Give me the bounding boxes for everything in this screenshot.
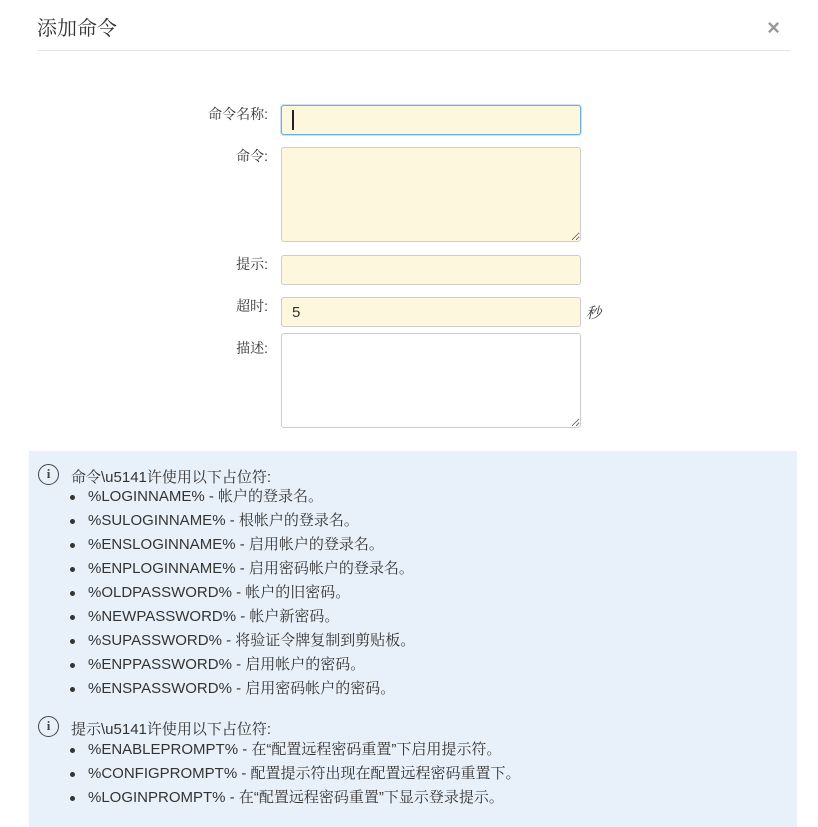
prompt-input[interactable] bbox=[281, 255, 581, 285]
text-caret bbox=[292, 110, 294, 130]
list-item: %SUPASSWORD% - 将验证令牌复制到剪贴板。 bbox=[70, 629, 415, 653]
timeout-input[interactable] bbox=[281, 297, 581, 327]
description-textarea[interactable] bbox=[281, 333, 581, 428]
info-circle-icon: i bbox=[38, 464, 59, 485]
list-item: %ENSPASSWORD% - 启用密码帐户的密码。 bbox=[70, 677, 415, 701]
list-item: %NEWPASSWORD% - 帐户新密码。 bbox=[70, 605, 415, 629]
prompt-note-title: 提示\u5141许使用以下占位符: bbox=[71, 721, 272, 738]
command-name-input[interactable] bbox=[281, 105, 581, 135]
list-item: %CONFIGPROMPT% - 配置提示符出现在配置远程密码重置下。 bbox=[70, 762, 521, 786]
name-label: 命令名称: bbox=[208, 106, 268, 122]
placeholder-info-panel bbox=[29, 451, 797, 827]
list-item: %ENABLEPROMPT% - 在“配置远程密码重置”下启用提示符。 bbox=[70, 738, 521, 762]
close-icon[interactable]: × bbox=[767, 15, 780, 40]
info-circle-icon: i bbox=[38, 716, 59, 737]
list-item: %LOGINPROMPT% - 在“配置远程密码重置”下显示登录提示。 bbox=[70, 786, 521, 810]
timeout-label: 超时: bbox=[236, 298, 268, 314]
prompt-label: 提示: bbox=[236, 256, 268, 272]
dialog-header bbox=[37, 0, 790, 51]
list-item: %OLDPASSWORD% - 帐户的旧密码。 bbox=[70, 581, 415, 605]
list-item: %ENSLOGINNAME% - 启用帐户的登录名。 bbox=[70, 533, 415, 557]
list-item: %ENPPASSWORD% - 启用帐户的密码。 bbox=[70, 653, 415, 677]
description-label: 描述: bbox=[236, 340, 268, 356]
command-label: 命令: bbox=[236, 148, 268, 164]
dialog-title: 添加命令 bbox=[37, 18, 117, 40]
list-item: %ENPLOGINNAME% - 启用密码帐户的登录名。 bbox=[70, 557, 415, 581]
command-placeholder-list bbox=[70, 485, 415, 701]
timeout-unit: 秒 bbox=[586, 305, 602, 322]
list-item: %LOGINNAME% - 帐户的登录名。 bbox=[70, 485, 415, 509]
prompt-placeholder-list bbox=[70, 738, 521, 810]
command-note-title: 命令\u5141许使用以下占位符: bbox=[71, 469, 272, 486]
command-textarea[interactable] bbox=[281, 147, 581, 242]
list-item: %SULOGINNAME% - 根帐户的登录名。 bbox=[70, 509, 415, 533]
